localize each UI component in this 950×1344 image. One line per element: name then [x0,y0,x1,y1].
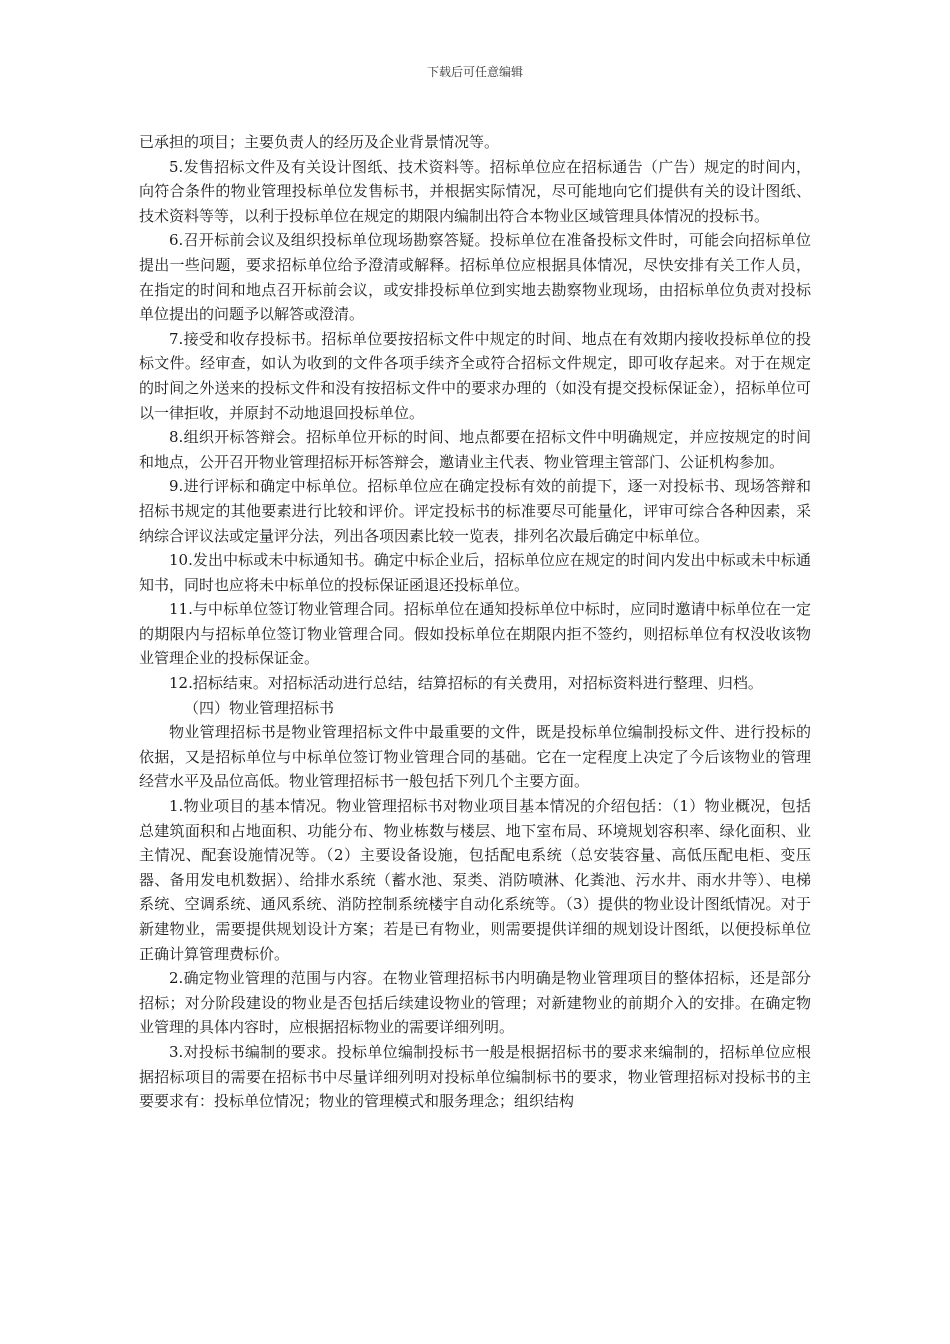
section-heading: （四）物业管理招标书 [184,698,335,717]
paragraph-continuation: 已承担的项目；主要负责人的经历及企业背景情况等。 [139,133,500,151]
paragraph-sub-2: 2.确定物业管理的范围与内容。在物业管理招标书内明确是物业管理项目的整体招标，还是部分招标；对分阶段建设的物业是否包括后续建设物业的管理；对新建物业的前期介入的安排。在确定物业管理的具体内容时，应根据招标物业的需要详细列明。 [139,969,811,1037]
paragraph-item-10: 10.发出中标或未中标通知书。确定中标企业后，招标单位应在规定的时间内发出中标或未中标通知书，同时也应将未中标单位的投标保证函退还投标单位。 [139,551,811,594]
page-header: 下载后可任意编辑 [426,65,523,79]
paragraph-item-12: 12.招标结束。对招标活动进行总结，结算招标的有关费用，对招标资料进行整理、归档。 [169,674,763,693]
paragraph-item-7: 7.接受和收存投标书。招标单位要按招标文件中规定的时间、地点在有效期内接收投标单位的投标文件。经审查，如认为收到的文件各项手续齐全或符合招标文件规定，即可收存起来。对于在规定的时间之外送来的投标文件和没有按招标文件中的要求办理的（如没有提交投标保证金），招标单位可以一律拒收，并原封不动地退回投标单位。 [139,329,811,422]
paragraph-sub-3: 3.对投标书编制的要求。投标单位编制投标书一般是根据招标书的要求来编制的，招标单位应根据招标项目的需要在招标书中尽量详细列明对投标单位编制标书的要求，物业管理招标对投标书的主要要求有：投标单位情况；物业的管理模式和服务理念；组织结构 [139,1042,811,1111]
paragraph-sub-1: 1.物业项目的基本情况。物业管理招标书对物业项目基本情况的介绍包括：（1）物业概况，包括总建筑面积和占地面积、功能分布、物业栋数与楼层、地下室布局、环境规划容积率、绿化面积、业主情况、配套设施情况等。（2）主要设备设施，包括配电系统（总安装容量、高低压配电柜、变压器、备用发电机数据）、给排水系统（蓄水池、泵类、消防喷淋、化粪池、污水井、雨水井等）、电梯系统、空调系统、通风系统、消防控制系统楼宇自动化系统等。（3）提供的物业设计图纸情况。对于新建物业，需要提供规划设计方案；若是已有物业，则需要提供详细的规划设计图纸，以便投标单位正确计算管理费标价。 [139,797,811,963]
paragraph-item-6: 6.召开标前会议及组织投标单位现场勘察答疑。投标单位在准备投标文件时，可能会向招标单位提出一些问题，要求招标单位给予澄清或解释。招标单位应根据具体情况，尽快安排有关工作人员，在指定的时间和地点召开标前会议，或安排投标单位到实地去勘察物业现场，由招标单位负责对投标单位提出的问题予以解答或澄清。 [139,231,811,324]
paragraph-item-5: 5.发售招标文件及有关设计图纸、技术资料等。招标单位应在招标通告（广告）规定的时间内，向符合条件的物业管理投标单位发售标书，并根据实际情况，尽可能地向它们提供有关的设计图纸、技术资料等等，以利于投标单位在规定的期限内编制出符合本物业区域管理具体情况的投标书。 [139,157,811,225]
paragraph-item-9: 9.进行评标和确定中标单位。招标单位应在确定投标有效的前提下，逐一对投标书、现场答辩和招标书规定的其他要素进行比较和评价。评定投标书的标准要尽可能量化，评审可综合各种因素，采纳综合评议法或定量评分法，列出各项因素比较一览表，排列名次最后确定中标单位。 [139,477,811,545]
paragraph-item-11: 11.与中标单位签订物业管理合同。招标单位在通知投标单位中标时，应同时邀请中标单位在一定的期限内与招标单位签订物业管理合同。假如投标单位在期限内拒不签约，则招标单位有权没收该物业管理企业的投标保证金。 [139,600,811,668]
paragraph-intro: 物业管理招标书是物业管理招标文件中最重要的文件，既是投标单位编制投标文件、进行投标的依据，又是招标单位与中标单位签订物业管理合同的基础。它在一定程度上决定了今后该物业的管理经营水平及品位高低。物业管理招标书一般包括下列几个主要方面。 [139,723,811,791]
paragraph-item-8: 8.组织开标答辩会。招标单位开标的时间、地点都要在招标文件中明确规定，并应按规定的时间和地点，公开召开物业管理招标开标答辩会，邀请业主代表、物业管理主管部门、公证机构参加。 [139,428,811,471]
document-body [139,130,811,1114]
